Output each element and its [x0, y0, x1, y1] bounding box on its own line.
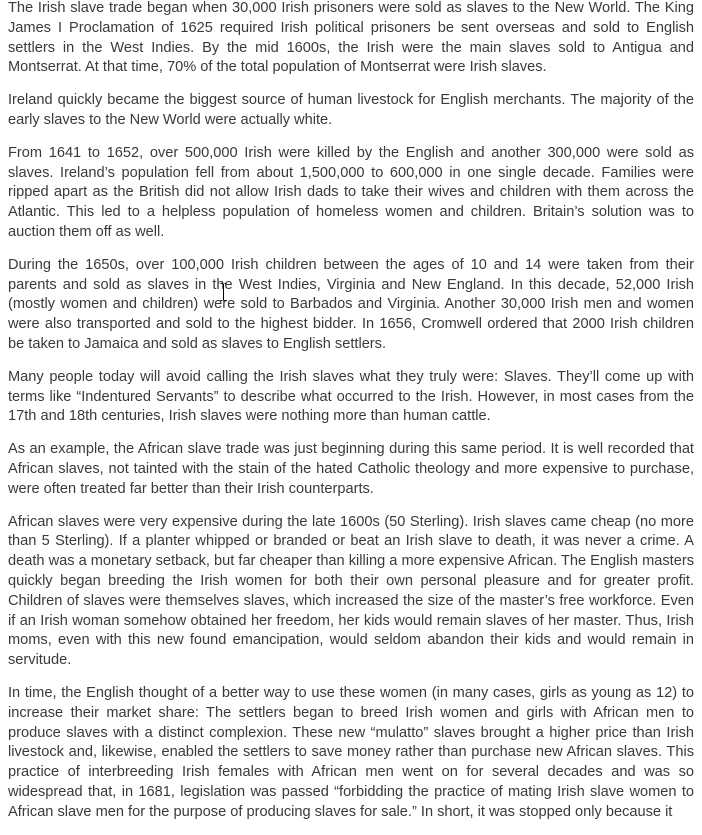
- paragraph: Many people today will avoid calling the Irish slaves what they truly were: Slaves. They’ll come up with terms like “Indentured Servants” to describe what occurred to the Irish. However, in most cases from the 17th and 18th centuries, Irish slaves were nothing more than human cattle.: [8, 368, 694, 425]
- paragraph: From 1641 to 1652, over 500,000 Irish were killed by the English and another 300,000 were sold as slaves. Ireland’s population fell from about 1,500,000 to 600,000 in one single decade. Families were ripped apart as the British did not allow Irish dads to take their wives and children with them across the Atlantic. This led to a helpless population of homeless women and children. Britain’s solution was to auction them off as well.: [8, 144, 694, 240]
- paragraph: As an example, the African slave trade was just beginning during this same period. It is well recorded that African slaves, not tainted with the stain of the hated Catholic theology and more expensive to purchase, were often treated far better than their Irish counterparts.: [8, 441, 694, 497]
- paragraph: In time, the English thought of a better way to use these women (in many cases, girls as young as 12) to increase their market share: The settlers began to breed Irish women and girls with African men to produce slaves with a distinct complexion. These new “mulatto” slaves brought a higher price than Irish livestock and, likewise, enabled the settlers to save money rather than purchase new African slaves. This practice of interbreeding Irish females with African men went on for several decades and was so widespread that, in 1681, legislation was passed “forbidding the practice of mating Irish slave women to African slave men for the purpose of producing slaves for sale.” In short, it was stopped only because it: [8, 684, 694, 820]
- paragraph: The Irish slave trade began when 30,000 Irish prisoners were sold as slaves to the New World. The King James I Proclamation of 1625 required Irish political prisoners be sent overseas and sold to English settlers in the West Indies. By the mid 1600s, the Irish were the main slaves sold to Antigua and Montserrat. At that time, 70% of the total population of Montserrat were Irish slaves.: [8, 0, 694, 76]
- paragraph: During the 1650s, over 100,000 Irish children between the ages of 10 and 14 were taken from their parents and sold as slaves in the West Indies, Virginia and New England. In this decade, 52,000 Irish (mostly women and children) were sold to Barbados and Virginia. Another 30,000 Irish men and women were also transported and sold to the highest bidder. In 1656, Cromwell ordered that 2000 Irish children be taken to Jamaica and sold as slaves to English settlers.: [8, 256, 694, 352]
- article-body: [8, 0, 694, 835]
- paragraph: African slaves were very expensive during the late 1600s (50 Sterling). Irish slaves came cheap (no more than 5 Sterling). If a planter whipped or branded or beat an Irish slave to death, it was never a crime. A death was a monetary setback, but far cheaper than killing a more expensive African. The English masters quickly began breeding the Irish women for both their own personal pleasure and for greater profit. Children of slaves were themselves slaves, which increased the size of the master’s free workforce. Even if an Irish woman somehow obtained her freedom, her kids would remain slaves of her master. Thus, Irish moms, even with this new found emancipation, would seldom abandon their kids and would remain in servitude.: [8, 513, 694, 669]
- paragraph: Ireland quickly became the biggest source of human livestock for English merchants. The majority of the early slaves to the New World were actually white.: [8, 92, 694, 128]
